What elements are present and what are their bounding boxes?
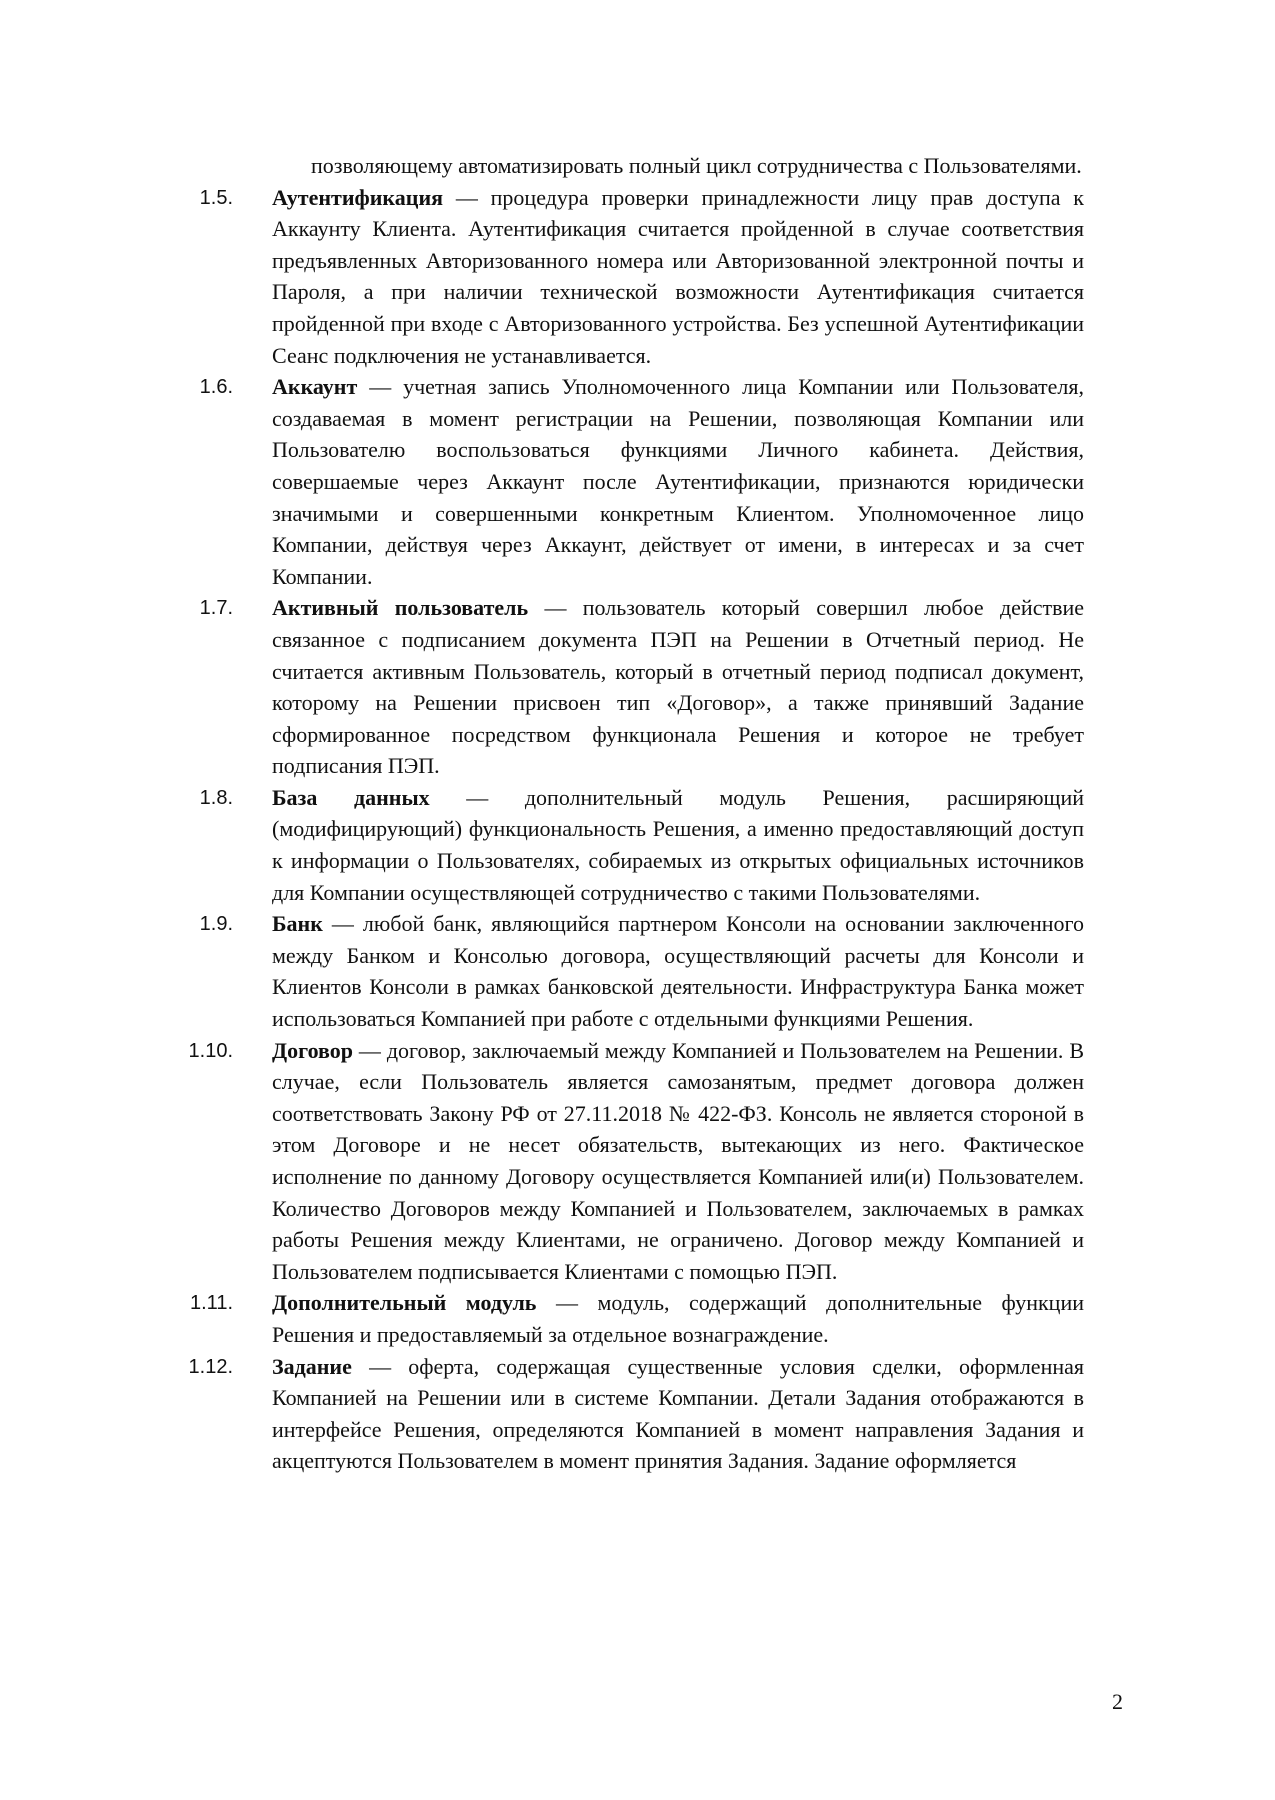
item-text	[272, 592, 1084, 782]
item-term: Аккаунт	[272, 374, 358, 400]
item-term: Аутентификация	[272, 184, 444, 210]
item-term: Активный пользователь	[272, 595, 529, 621]
item-text	[272, 1035, 1084, 1288]
definition-item	[0, 371, 1275, 592]
item-body: — любой банк, являющийся партнером Консоли на основании заключенного между Банком и Консолью договора, осуществляющий расчеты для Консоли и Клиентов Консоли в рамках банковской деятельности. Инфраструктура Банка может использоваться Компанией при работе с отдельными функциями Решения.	[272, 911, 1084, 1032]
item-number: 1.10.	[188, 1039, 233, 1062]
item-text	[272, 182, 1084, 372]
item-text	[272, 371, 1084, 592]
item-body: — дополнительный модуль Решения, расширяющий (модифицирующий) функциональность Решения, а именно предоставляющий доступ к информации о Пользователях, собираемых из открытых официальных источников для Компании осуществляющей сотрудничество с такими Пользователями.	[272, 784, 1084, 905]
item-text	[272, 1287, 1084, 1350]
item-term: База данных	[272, 784, 430, 810]
definition-item	[0, 782, 1275, 908]
definition-item	[0, 1351, 1275, 1477]
item-term: Дополнительный модуль	[272, 1290, 537, 1316]
definition-item	[0, 592, 1275, 782]
item-term: Договор	[272, 1037, 353, 1063]
definition-item	[0, 1035, 1275, 1288]
item-body: — процедура проверки принадлежности лицу прав доступа к Аккаунту Клиента. Аутентификация считается пройденной в случае соответствия предъявленных Авторизованного номера или Авторизованной электронной почты и Пароля, а при наличии технической возможности Аутентификация считается пройденной при входе с Авторизованного устройства. Без успешной Аутентификации Сеанс подключения не устанавливается.	[272, 184, 1084, 368]
item-number: 1.8.	[199, 786, 233, 809]
item-text	[272, 1351, 1084, 1477]
item-body: — пользователь который совершил любое действие связанное с подписанием документа ПЭП на Решении в Отчетный период. Не считается активным Пользователь, который в отчетный период подписал документ, которому на Решении присвоен тип «Договор», а также принявший Задание сформированное посредством функционала Решения и которое не требует подписания ПЭП.	[272, 595, 1084, 779]
document-body	[0, 150, 1275, 1477]
item-number: 1.7.	[199, 597, 233, 620]
item-text	[272, 782, 1084, 908]
item-term: Задание	[272, 1353, 352, 1379]
item-number: 1.9.	[199, 913, 233, 936]
definition-item	[0, 1287, 1275, 1350]
definition-item	[0, 182, 1275, 372]
item-body: — оферта, содержащая существенные условия сделки, оформленная Компанией на Решении или в системе Компании. Детали Задания отображаются в интерфейсе Решения, определяются Компанией в момент направления Задания и акцептуются Пользователем в момент принятия Задания. Задание оформляется	[272, 1353, 1084, 1474]
page-number: 2	[1112, 1689, 1123, 1714]
item-number: 1.5.	[199, 186, 233, 209]
item-number: 1.11.	[190, 1292, 233, 1315]
item-body: — договор, заключаемый между Компанией и Пользователем на Решении. В случае, если Пользователь является самозанятым, предмет договора должен соответствовать Закону РФ от 27.11.2018 № 422-ФЗ. Консоль не является стороной в этом Договоре и не несет обязательств, вытекающих из него. Фактическое исполнение по данному Договору осуществляется Компанией или(и) Пользователем. Количество Договоров между Компанией и Пользователем, заключаемых в рамках работы Решения между Клиентами, не ограничено. Договор между Компанией и Пользователем подписывается Клиентами с помощью ПЭП.	[272, 1037, 1084, 1284]
item-number: 1.12.	[188, 1355, 233, 1378]
item-text	[272, 908, 1084, 1034]
item-body: — учетная запись Уполномоченного лица Компании или Пользователя, создаваемая в момент регистрации на Решении, позволяющая Компании или Пользователю воспользоваться функциями Личного кабинета. Действия, совершаемые через Аккаунт после Аутентификации, признаются юридически значимыми и совершенными конкретным Клиентом. Уполномоченное лицо Компании, действуя через Аккаунт, действует от имени, в интересах и за счет Компании.	[272, 374, 1084, 589]
item-number: 1.6.	[199, 376, 233, 399]
definition-item	[0, 908, 1275, 1034]
item-term: Банк	[272, 911, 323, 937]
item-body: — модуль, содержащий дополнительные функции Решения и предоставляемый за отдельное вознаграждение.	[272, 1290, 1084, 1347]
continued-paragraph: позволяющему автоматизировать полный цикл сотрудничества с Пользователями.	[311, 153, 1082, 178]
